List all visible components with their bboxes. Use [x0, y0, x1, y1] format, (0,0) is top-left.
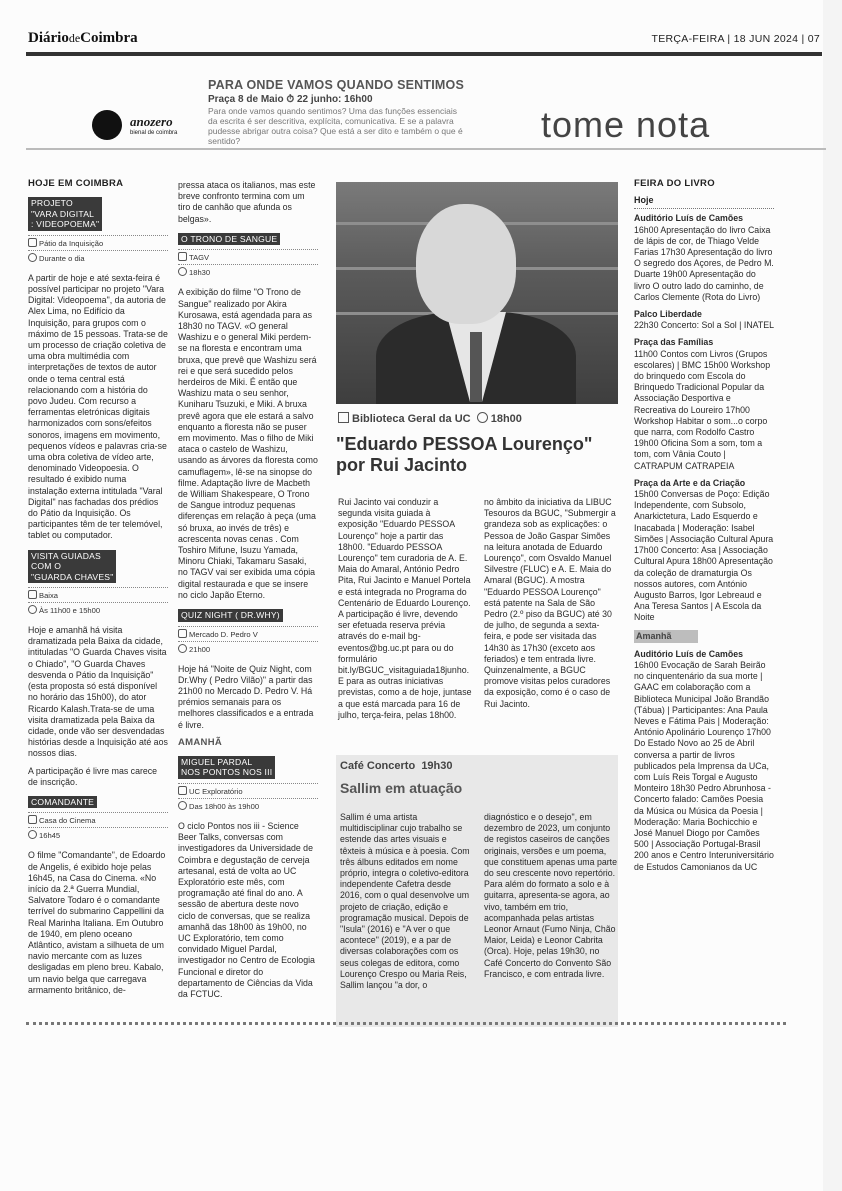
portrait-photo — [336, 182, 618, 404]
event-time: 18h30 — [178, 264, 318, 278]
feature-text-left: Rui Jacinto vai conduzir a segunda visita guiada à exposição "Eduardo PESSOA Lourenço" hoje a partir das 18h00. "Eduardo PESSOA Lourenço" tem curadoria de A. E. Maia do Amaral, António Pedro Pita, Rui Jacinto e Manuel Portela e está integrada no Programa do Centenário de Eduardo Lourenço. A participação é livre, devendo ser efetuada reserva prévia através do e-mail bg-eventos@bg.uc.pt para ou do formulário bit.ly/BGUC_visitaguiada18junho. E para as outras iniciativas previstas, como a de hoje, juntase a que está marcada para 16 de julho, terça-feira, pelas 18h00. — [338, 497, 472, 720]
event-tag: COMANDANTE — [28, 796, 97, 809]
concert-text-left: Sallim é uma artista multidisciplinar cujo trabalho se estende das artes visuais e têxteis à música e à poesia. Com três álbuns editados em nome próprio, integra o coletivo-editora independente Cafetra desde 2016, com o qual desenvolve um projeto de criação, edição e programação musical. Depois de "Isula" (2016) e "A ver o que acontece" (2019), e a par de diversas colaborações com os seus colegas de editora, como Lourenço Crespo ou Maria Reis, Sallim lançou "a dor, o — [340, 812, 470, 991]
venue-heading: Praça das Famílias — [634, 337, 714, 348]
location-icon — [28, 238, 37, 247]
event-location: TAGV — [178, 249, 318, 263]
clock-icon — [28, 605, 37, 614]
article-text: O filme "Comandante", de Edoardo de Angelis, é exibido hoje pelas 16h45, na Casa do Cinema. «No início da 2.ª Guerra Mundial, Salvatore Todaro é o comandante terrível do submarino Cappellini da Real Marinha Italiana. Em Outubro de 1940, em pleno oceano Atlântico, avistam a silhueta de um navio mercante com as luzes desligadas em pleno breu. Kabalo, um navio belga que carregava armamento britânico, de- — [28, 850, 166, 995]
location-icon — [178, 786, 187, 795]
concert-title: Sallim em atuação — [340, 780, 463, 796]
tie — [470, 332, 482, 402]
event-tag: QUIZ NIGHT ( DR.WHY) — [178, 609, 283, 622]
banner-text: Para onde vamos quando sentimos? Uma das funções essenciais da escrita é ser descritiva, explícita, comunicativa. E se a palavra pudesse abrigar outra coisa? Que está a ser dito e também o que é sentido? — [208, 106, 463, 146]
article-text: Hoje há "Noite de Quiz Night, com Dr.Why ( Pedro Vilão)" a partir das 21h00 no Mercado D. Pedro V. Há prémios semanais para os melhores classificados e a entrada é livre. — [178, 663, 314, 730]
banner-location: Praça 8 de Maio ⏱ 22 junho: 16h00 — [208, 94, 373, 105]
venue-heading: Praça da Arte e da Criação — [634, 477, 746, 488]
clock-icon — [28, 253, 37, 262]
banner — [26, 66, 826, 186]
column-feira-do-livro — [634, 178, 774, 879]
event-location: Mercado D. Pedro V — [178, 626, 318, 640]
event-tag: PROJETO "VARA DIGITAL : VIDEOPOEMA" — [28, 197, 102, 231]
location-icon — [28, 815, 37, 824]
article-text: pressa ataca os italianos, mas este breve confronto termina com um tiro de canhão que afunda os belgas». — [178, 180, 316, 224]
event-tag: VISITA GUIADAS COM O "GUARDA CHAVES" — [28, 550, 116, 584]
concert-venue: Café Concerto 19h30 — [340, 760, 453, 772]
section-title: tome nota — [541, 104, 711, 145]
event-tag: O TRONO DE SANGUE — [178, 233, 280, 246]
event-time: 21h00 — [178, 641, 318, 655]
feature-title: "Eduardo PESSOA Lourenço" por Rui Jacinto — [336, 434, 593, 475]
issue-line: TERÇA-FEIRA | 18 JUN 2024 | 07 — [651, 33, 820, 45]
event-location: Baixa — [28, 587, 168, 601]
column-hoje — [28, 178, 168, 1002]
schedule-text: 16h00 Apresentação do livro Caixa de lápis de cor, de Thiago Velde Farias 17h30 Apresentação do livro O segredo dos Açores, de Pedro M. Duarte 19h00 Apresentação do livro O outro lado do caminho, de Carlos Clemente (Rota do Livro) — [634, 224, 774, 302]
logo-sub: bienal de coimbra — [130, 130, 178, 136]
event-time: Durante o dia — [28, 250, 168, 264]
feature-text-right: no âmbito da iniciativa da LIBUC Tesouros da BGUC, "Submergir a grandeza sob as explicações: o Pessoa de João Gaspar Simões na leitura anotada de Eduardo Lourenço", com Osvaldo Manuel Silvestre (FLUC) e A. E. Maia do Amaral (BGUC). A mostra "Eduardo PESSOA Lourenço" está patente na Sala de São Pedro (2.º piso da BGUC) até 30 de julho, de segunda a sexta-feira, e pode ser visitada das 14h30 às 17h30 (exceto aos feriados) e tem entrada livre. Quinzenalmente, a BGUC promove visitas pelos curadores da exposição, como é o caso de Rui Jacinto. — [484, 497, 616, 709]
article-text: Hoje e amanhã há visita dramatizada pela Baixa da cidade, intituladas "O Guarda Chaves visita o Chiado", "O Guarda Chaves desvenda o Pátio da Inquisição" (esta proposta só está disponível no horário das 15h00), do ator Ricardo Kalash.Trata-se de uma visita dramatizada pela Baixa da cidade, onde vão ser desvendadas histórias desde a Inquisição até aos nossos dias. — [28, 625, 168, 759]
day-heading: Hoje — [634, 195, 774, 209]
masthead: DiáriodeCoimbra — [28, 30, 138, 46]
schedule-text: 15h00 Conversas de Poço: Edição Independente, com Subsolo, Anarkictetura, Lado Esquerdo e Inacabada | Moderação: Isabel Simões | Associação Cultural Apura 17h00 Concerto: Asa | Associação Cultural Apura 18h00 Apresentação da coleção de dramaturgia Os nossos autores, com António Augusto Barros, Igor Lebreaud e Ana Teresa Santos | A Escola da Noite — [634, 489, 774, 623]
clock-icon — [178, 267, 187, 276]
clock-icon — [28, 830, 37, 839]
section-heading: FEIRA DO LIVRO — [634, 178, 715, 189]
banner-rule — [26, 148, 826, 150]
location-icon — [178, 252, 187, 261]
building-icon — [338, 412, 349, 423]
event-tag: MIGUEL PARDAL NOS PONTOS NOS III — [178, 756, 275, 779]
article-text: A participação é livre mas carece de inscrição. — [28, 765, 158, 787]
anozero-logo-icon — [92, 110, 122, 140]
venue-heading: Auditório Luís de Camões — [634, 648, 743, 659]
top-rule — [26, 52, 822, 56]
banner-headline: PARA ONDE VAMOS QUANDO SENTIMOS — [208, 78, 464, 92]
concert-text-right: diagnóstico e o desejo", em dezembro de 2023, um conjunto de registos caseiros de canções originais, versões e um poema, que constituem apenas uma parte do seu crescente novo repertório. Para além do formato a solo e à guitarra, apresenta-se agora, ao vivo, também em trio, acompanhada pelas artistas Leonor Arnaut (Fumo Ninja, Chão Maior, Leida) e Leonor Cabrita (Orca). Hoje, pelas 19h30, no Café Concerto do Convento São Francisco, e com entrada livre. — [484, 812, 618, 979]
schedule-text: 11h00 Contos com Livros (Grupos escolares) | BMC 15h00 Workshop do brinquedo com Escola do Brinquedo Tradicional Popular da Associação Desportiva e Recreativa do Loureiro 17h00 Workshop Habitar o som...o corpo que narra, com Rodolfo Castro 19h00 Oficina Som a som, tom a tom, com Vânia Couto | CATRAPUM CATRAPEIA — [634, 348, 771, 471]
article-text: A partir de hoje e até sexta-feira é possível participar no projeto "Vara Digital: Videopoema", da autoria de Alex Lima, no Edifício da Inquisição, para grupos com o máximo de 15 pessoas. Trata-se de um processo de criação coletiva de uma obra multimédia com interpretações de textos de autor onde o tema central está relacionando com a história do povo Judeu. Com recurso a ferramentas eletrónicas digitais harmonizados com sons/efeitos sonoros, imagens em movimento, pequenos vídeos e palavras cria-se uma obra coletiva de vídeo arte, denominado Videopoesia. O resultado é exibido numa instalação externa intitulada "Varal Digital" nas fachadas dos prédios do Pátio da Inquisição. Os participantes têm de ter telemóvel, tablet ou computador. — [28, 272, 168, 541]
venue-heading: Palco Liberdade — [634, 309, 702, 320]
clock-icon — [178, 801, 187, 810]
section-heading: AMANHÃ — [178, 736, 223, 748]
section-heading: HOJE EM COIMBRA — [28, 178, 124, 189]
schedule-text: 22h30 Concerto: Sol a Sol | INATEL — [634, 320, 775, 331]
day-heading: Amanhã — [634, 630, 698, 643]
article-text: A exibição do filme "O Trono de Sangue" realizado por Akira Kurosawa, está agendada para as 18h30 no TAGV. «O general Washizu e o general Miki perdem-se na floresta e encontram uma bruxa, que prevê que Washizu será rei e que será sucedido pelos herdeiros de Miki. É então que Washizu mata o seu senhor, Kuniharu Tsuzuki, e Miki. A bruxa prevê agora que ele estará a salvo enquanto a floresta não se puser em movimento. Mas o filho de Miki ataca o castelo de Washizu, usando as árvores da floresta como camuflagem», lê-se na sinopse do filme. Adaptação livre de Macbeth de William Shakespeare, O Trono de Sangue introduz pequenas diferenças em relação à peça (uma só bruxa, ao invés de três) e acrescenta novas cenas . Com Toshiro Mifune, Isuzu Yamada, Minoru Chiaki, Takamaru Sasaki, no TAGV vai ser exibida uma cópia digital restaurada e que se insere no ciclo Japão Eterno. — [178, 287, 318, 600]
event-time: Às 11h00 e 15h00 — [28, 602, 168, 616]
event-location: Casa do Cinema — [28, 812, 168, 826]
event-location: UC Exploratório — [178, 783, 318, 797]
event-time: Das 18h00 às 19h00 — [178, 798, 318, 812]
clock-icon — [477, 412, 488, 423]
clock-icon — [178, 644, 187, 653]
head — [416, 204, 516, 324]
bottom-dotted-rule — [26, 1022, 786, 1030]
schedule-text: 16h00 Evocação de Sarah Beirão no cinquentenário da sua morte | GAAC em colaboração com a Biblioteca Municipal João Brandão (Tábua) | Participantes: Ana Paula Neves e Fátima Pais | Moderação: António Apolinário Lourenço 17h00 Do Estado Novo ao 25 de Abril conversa a partir de livros publicados pela Imprensa da UCa, com Luís Reis Torgal e Augusto Monteiro 18h30 Pedro Abrunhosa - Concerto falado: Camões Poesia da Música ou Música da Poesia | Moderação: Maria Bochicchio e José Manuel Diogo por Camões 500 | Associação Portugal-Brasil 200 anos e Centro Interuniversitário de Estudos Camonianos da UC — [634, 659, 774, 872]
event-time: 16h45 — [28, 827, 168, 841]
event-location: Pátio da Inquisição — [28, 235, 168, 249]
logo-word: anozero — [130, 114, 173, 129]
column-hoje-2 — [178, 180, 318, 1006]
venue-heading: Auditório Luís de Camões — [634, 213, 743, 224]
article-text: O ciclo Pontos nos iii - Science Beer Talks, conversas com investigadores da Universidade de Coimbra e degustação de cerveja artesanal, está de volta ao UC Exploratório este mês, com programação até final do ano. A sessão de abertura deste novo ciclo de conversas, que se realiza amanhã das 18h00 às 19h00, no UC Exploratório, tem como convidado Miguel Pardal, investigador no Centro de Ecologia Funcional e diretor do departamento de Ciências da Vida da FCTUC. — [178, 820, 315, 999]
location-icon — [178, 629, 187, 638]
location-icon — [28, 590, 37, 599]
feature-venue: Biblioteca Geral da UC 18h00 — [338, 412, 522, 425]
